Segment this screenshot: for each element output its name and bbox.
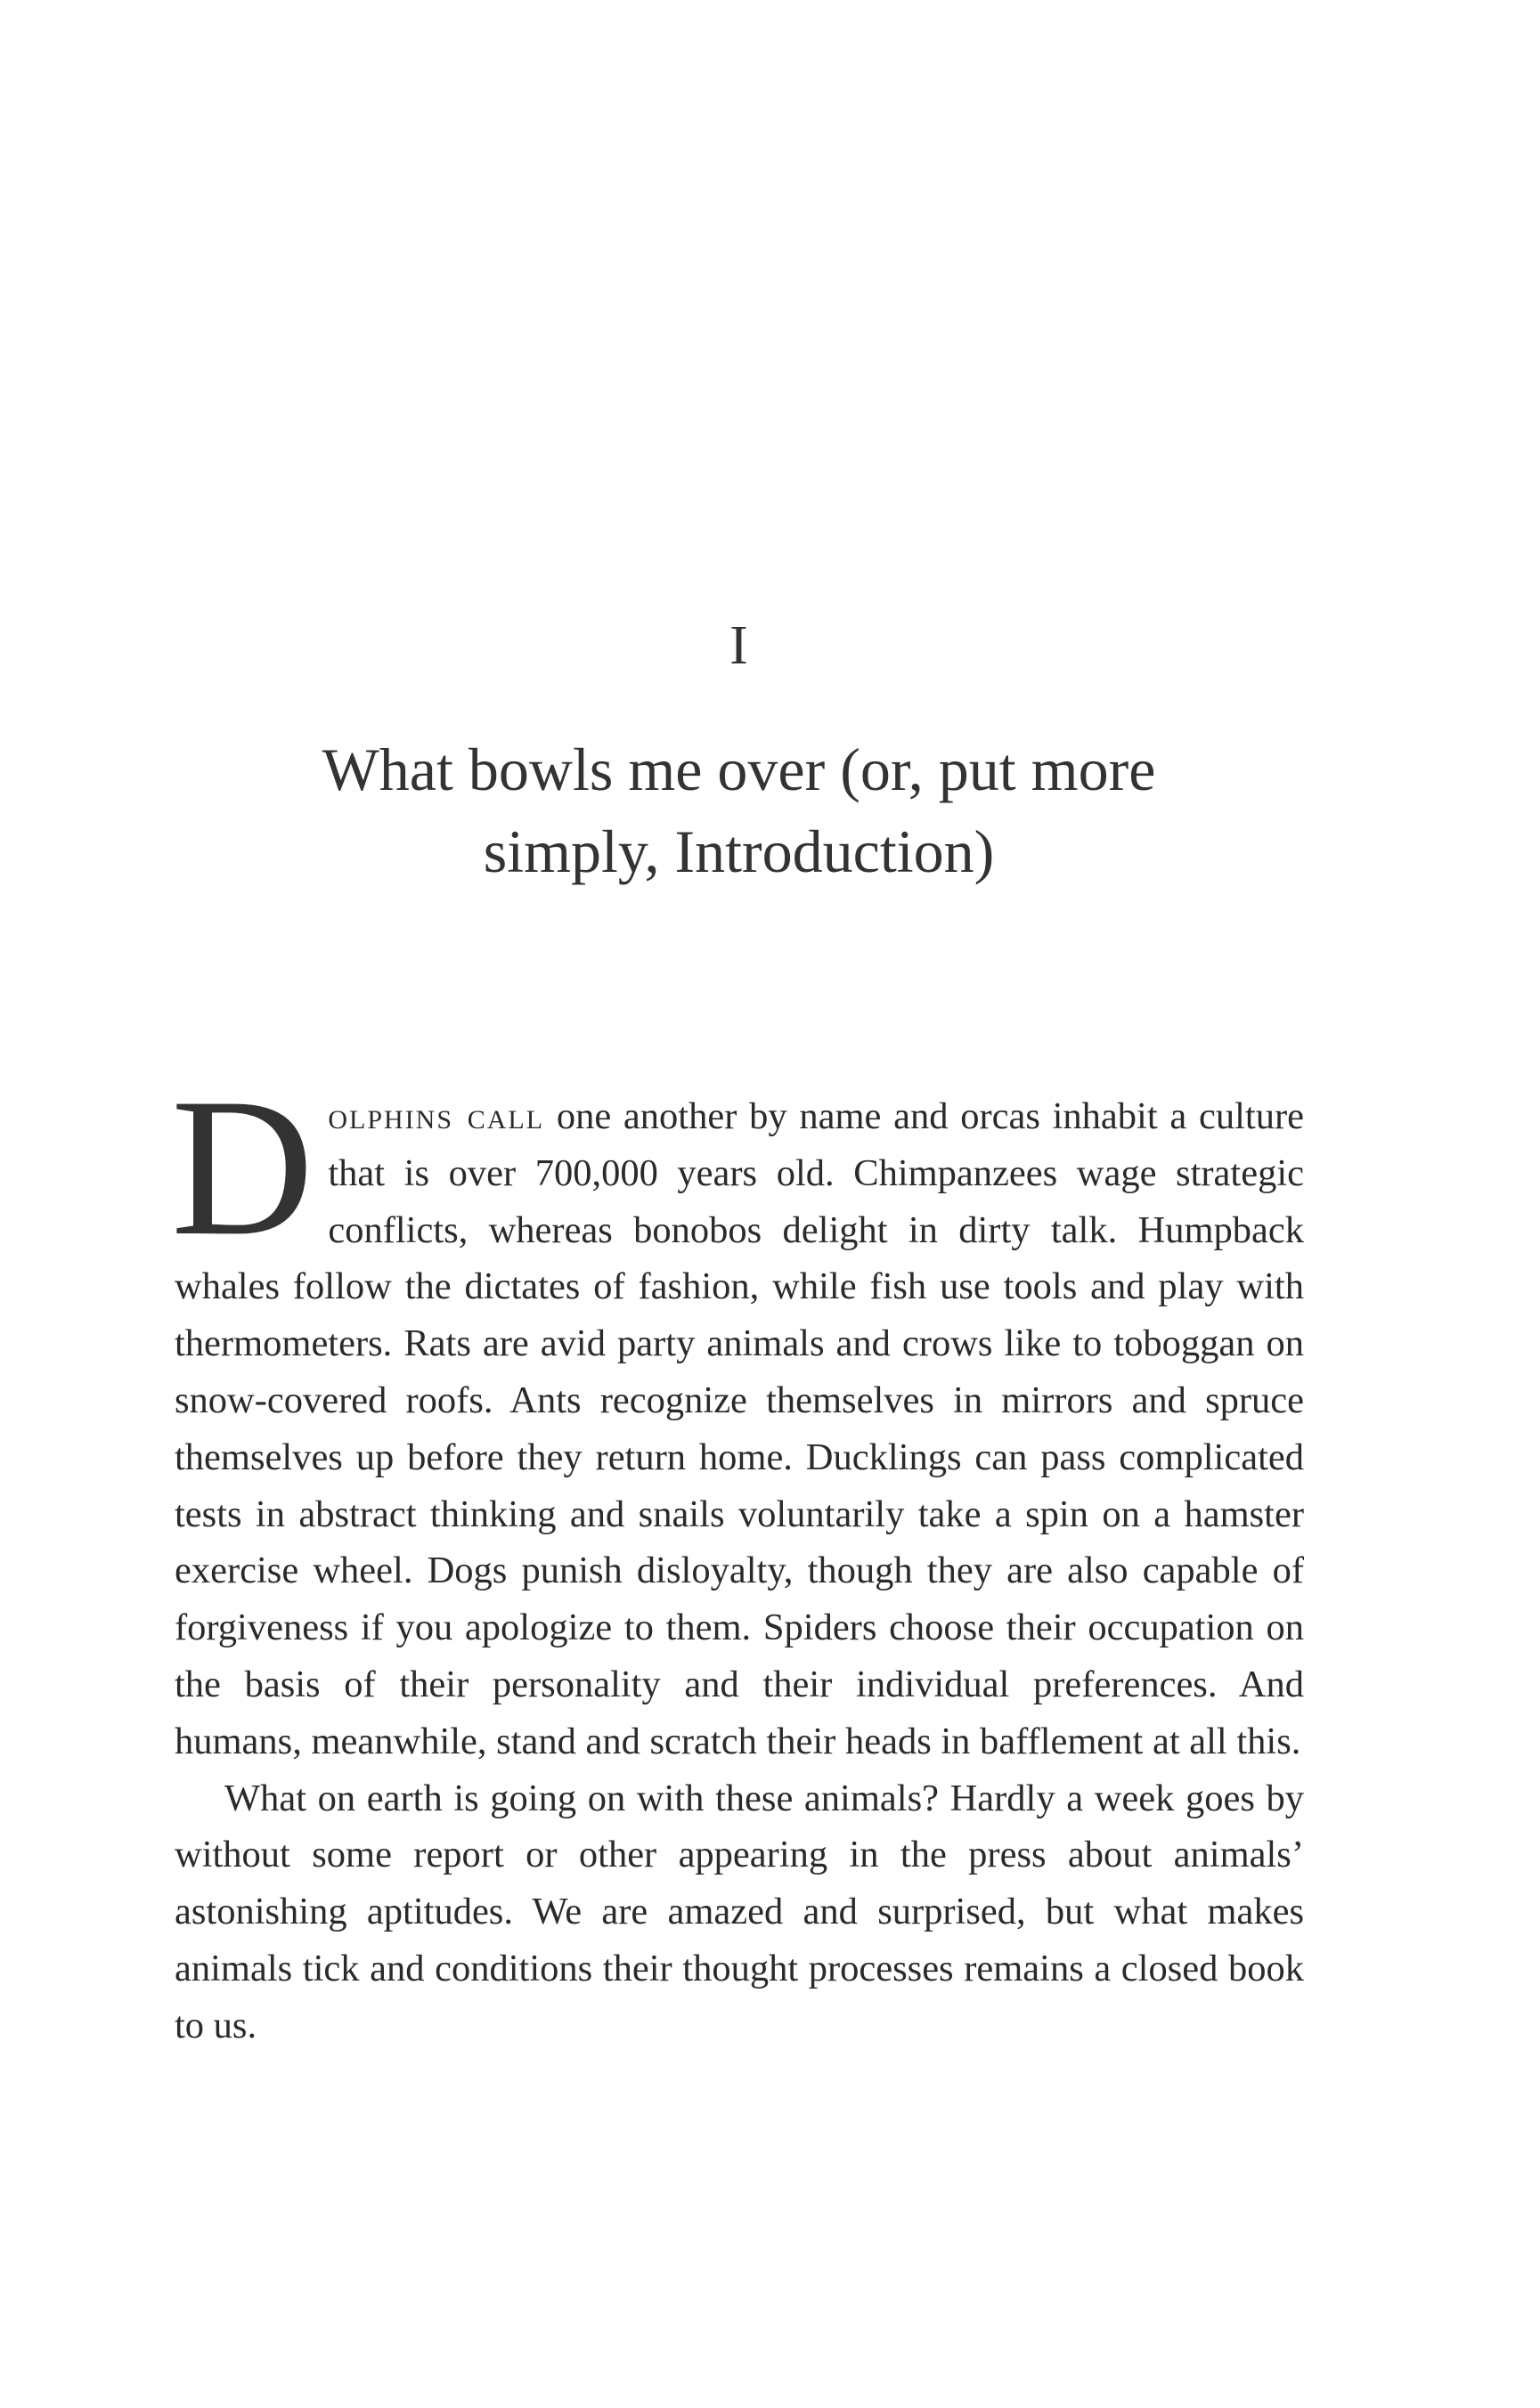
- chapter-title: What bowls me over (or, put more simply, Introduction): [322, 736, 1156, 885]
- paragraph-text: one another by name and orcas inhabit a culture that is over 700,000 years old. Chimpanzees wage strategic conflicts, whereas bonobos delight in dirty talk. Humpback whales follow the dictates of fashion, while fish use tools and play with thermometers. Rats are avid party animals and crows like to toboggan on snow-covered roofs. Ants recognize themselves in mirrors and spruce themselves up before they return home. Ducklings can pass complicated tests in abstract thinking and snails voluntarily take a spin on a hamster exercise wheel. Dogs punish disloyalty, though they are also capable of forgiveness if you apologize to them. Spiders choose their occupation on the basis of their personality and their individual preferences. And humans, meanwhile, stand and scratch their heads in bafflement at all this.: [175, 1095, 1304, 1762]
- paragraph: [171, 1058, 1304, 1770]
- chapter-number: I: [729, 615, 748, 676]
- body-text: [171, 1058, 1304, 2054]
- paragraph-text: What on earth is going on with these animals? Hardly a week goes by without some report or other appearing in the press about animals’ astonishing aptitudes. We are amazed and surprised, but what makes animals tick and conditions their thought processes remains a closed book to us.: [175, 1777, 1304, 2046]
- lead-in-small-caps: olphins call: [328, 1095, 545, 1137]
- drop-cap: D: [171, 1058, 314, 1277]
- paragraph: [175, 1770, 1304, 2054]
